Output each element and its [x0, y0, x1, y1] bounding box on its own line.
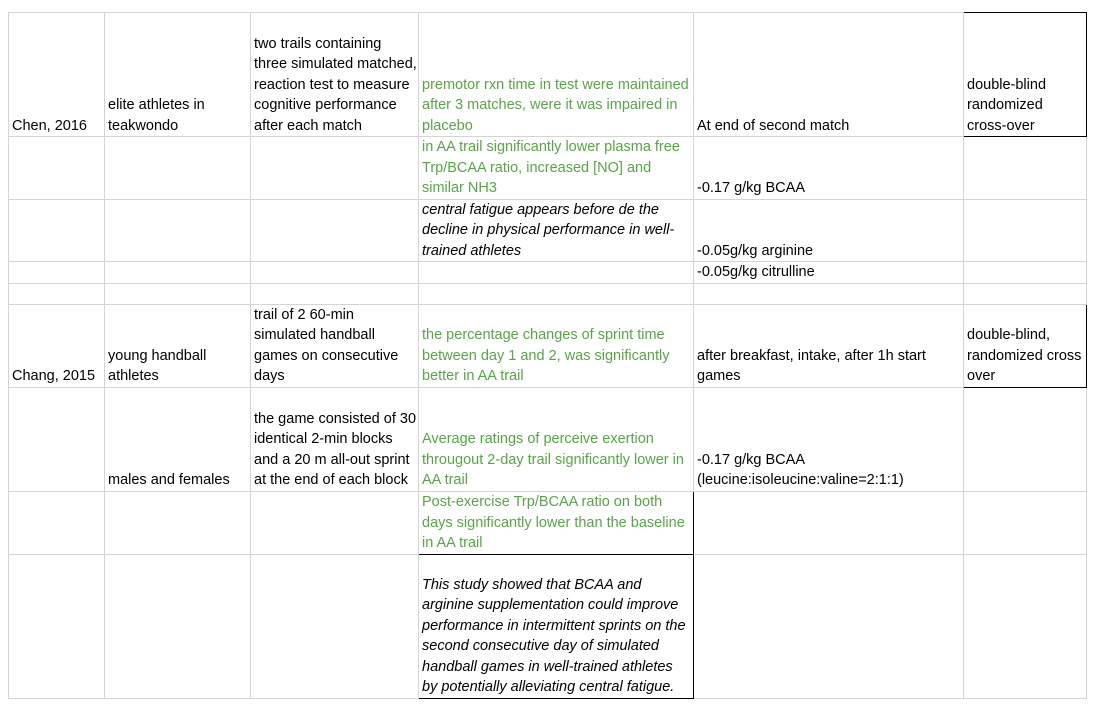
- cell-subjects[interactable]: [105, 283, 251, 304]
- cell-dose[interactable]: -0.17 g/kg BCAA (leucine:isoleucine:valine=2:1:1): [694, 387, 964, 491]
- cell-protocol[interactable]: the game consisted of 30 identical 2-min blocks and a 20 m all-out sprint at the end of each block: [251, 387, 419, 491]
- cell-protocol[interactable]: [251, 554, 419, 698]
- cell-finding[interactable]: central fatigue appears before de the decline in physical performance in well-trained athletes: [419, 199, 694, 262]
- cell-protocol[interactable]: [251, 199, 419, 262]
- spreadsheet-table: [8, 12, 1087, 699]
- cell-design[interactable]: double-blind, randomized cross over: [964, 304, 1087, 387]
- table-row: [9, 283, 1087, 304]
- cell-dose[interactable]: [694, 554, 964, 698]
- cell-dose[interactable]: -0.05g/kg arginine: [694, 199, 964, 262]
- cell-subjects[interactable]: [105, 554, 251, 698]
- table-row: [9, 304, 1087, 387]
- cell-dose[interactable]: after breakfast, intake, after 1h start games: [694, 304, 964, 387]
- cell-design[interactable]: [964, 554, 1087, 698]
- cell-dose[interactable]: -0.05g/kg citrulline: [694, 262, 964, 284]
- cell-finding[interactable]: This study showed that BCAA and arginine supplementation could improve performance in intermittent sprints on the second consecutive day of simulated handball games in well-trained athletes by potentially alleviating central fatigue.: [419, 554, 694, 698]
- cell-design[interactable]: double-blind randomized cross-over: [964, 13, 1087, 137]
- cell-finding[interactable]: the percentage changes of sprint time between day 1 and 2, was significantly better in AA trail: [419, 304, 694, 387]
- cell-subjects[interactable]: [105, 491, 251, 554]
- cell-protocol[interactable]: [251, 137, 419, 200]
- cell-protocol[interactable]: trail of 2 60-min simulated handball games on consecutive days: [251, 304, 419, 387]
- cell-subjects[interactable]: elite athletes in teakwondo: [105, 13, 251, 137]
- cell-author[interactable]: [9, 554, 105, 698]
- cell-design[interactable]: [964, 262, 1087, 284]
- cell-dose[interactable]: -0.17 g/kg BCAA: [694, 137, 964, 200]
- cell-author[interactable]: [9, 387, 105, 491]
- table-row: [9, 137, 1087, 200]
- cell-subjects[interactable]: [105, 199, 251, 262]
- cell-finding[interactable]: [419, 283, 694, 304]
- table-row: [9, 387, 1087, 491]
- cell-author[interactable]: [9, 137, 105, 200]
- cell-design[interactable]: [964, 387, 1087, 491]
- cell-author[interactable]: [9, 199, 105, 262]
- table-row: [9, 554, 1087, 698]
- table-row: [9, 199, 1087, 262]
- cell-finding[interactable]: Post-exercise Trp/BCAA ratio on both days significantly lower than the baseline in AA trail: [419, 491, 694, 554]
- cell-subjects[interactable]: [105, 262, 251, 284]
- cell-author[interactable]: Chen, 2016: [9, 13, 105, 137]
- cell-author[interactable]: [9, 491, 105, 554]
- cell-protocol[interactable]: [251, 262, 419, 284]
- table-row: [9, 13, 1087, 137]
- cell-dose[interactable]: [694, 491, 964, 554]
- cell-protocol[interactable]: two trails containing three simulated matched, reaction test to measure cognitive performance after each match: [251, 13, 419, 137]
- cell-protocol[interactable]: [251, 491, 419, 554]
- cell-finding[interactable]: [419, 262, 694, 284]
- cell-design[interactable]: [964, 199, 1087, 262]
- cell-finding[interactable]: premotor rxn time in test were maintained after 3 matches, were it was impaired in placebo: [419, 13, 694, 137]
- cell-author[interactable]: Chang, 2015: [9, 304, 105, 387]
- cell-finding[interactable]: Average ratings of perceive exertion througout 2-day trail significantly lower in AA trail: [419, 387, 694, 491]
- cell-dose[interactable]: [694, 283, 964, 304]
- cell-protocol[interactable]: [251, 283, 419, 304]
- cell-author[interactable]: [9, 283, 105, 304]
- cell-design[interactable]: [964, 491, 1087, 554]
- table-row: [9, 491, 1087, 554]
- table-row: [9, 262, 1087, 284]
- cell-dose[interactable]: At end of second match: [694, 13, 964, 137]
- cell-design[interactable]: [964, 137, 1087, 200]
- cell-subjects[interactable]: males and females: [105, 387, 251, 491]
- cell-finding[interactable]: in AA trail significantly lower plasma free Trp/BCAA ratio, increased [NO] and similar NH3: [419, 137, 694, 200]
- cell-subjects[interactable]: [105, 137, 251, 200]
- cell-author[interactable]: [9, 262, 105, 284]
- cell-subjects[interactable]: young handball athletes: [105, 304, 251, 387]
- cell-design[interactable]: [964, 283, 1087, 304]
